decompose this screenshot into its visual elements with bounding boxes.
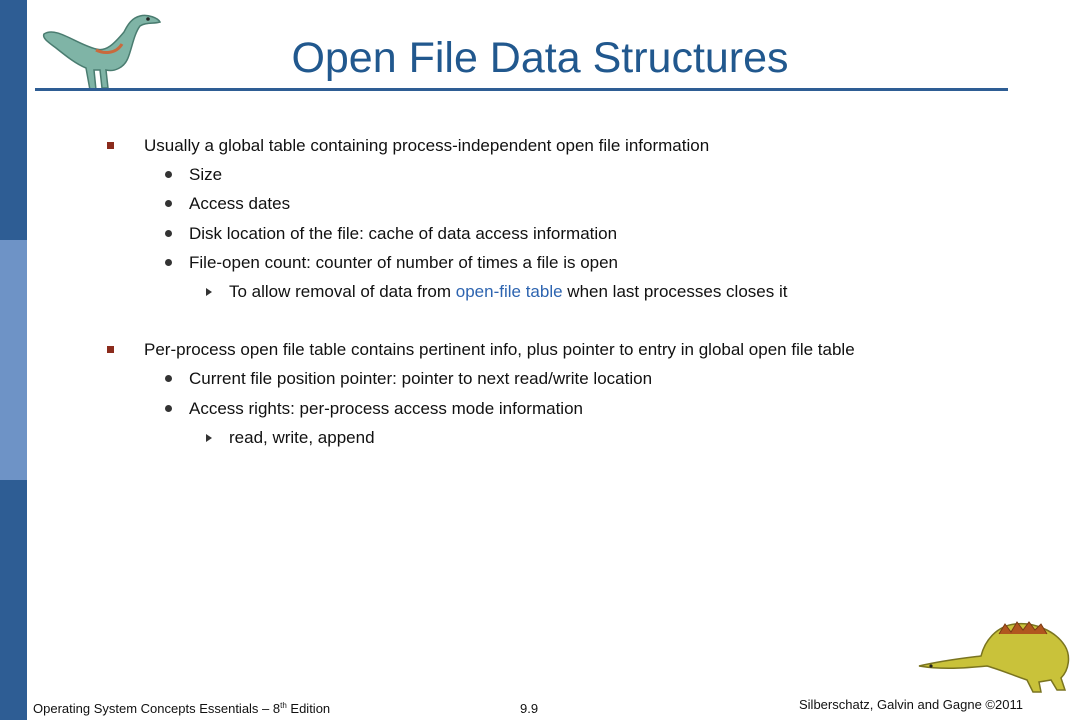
bullet-position-pointer: Current file position pointer: pointer to next read/write location <box>189 369 653 388</box>
removal-note-pre: To allow removal of data from <box>229 282 456 301</box>
round-bullet-icon <box>165 259 172 266</box>
square-bullet-icon <box>107 346 114 353</box>
round-bullet-icon <box>165 200 172 207</box>
removal-note-post: when last processes closes it <box>562 282 788 301</box>
bullet-file-open-count: File-open count: counter of number of times a file is open <box>189 253 619 272</box>
bullet-global-table: Usually a global table containing process-independent open file information <box>144 136 710 155</box>
footer-page-number: 9.9 <box>520 701 539 716</box>
bullet-access-rights: Access rights: per-process access mode information <box>189 399 583 418</box>
round-bullet-icon <box>165 171 172 178</box>
arrow-bullet-icon <box>206 434 212 442</box>
round-bullet-icon <box>165 230 172 237</box>
bullet-access-dates: Access dates <box>189 194 291 213</box>
square-bullet-icon <box>107 142 114 149</box>
round-bullet-icon <box>165 375 172 382</box>
bullet-disk-location: Disk location of the file: cache of data access information <box>189 224 618 243</box>
footer-book-title-post: Edition <box>286 701 331 716</box>
round-bullet-icon <box>165 405 172 412</box>
bullet-per-process-table: Per-process open file table contains pertinent info, plus pointer to entry in global open file table <box>144 340 855 359</box>
dinosaur-logo-bottom <box>915 600 1075 695</box>
bullet-removal-note <box>229 282 787 302</box>
footer-book-title-pre: Operating System Concepts Essentials – 8 <box>33 701 281 716</box>
footer-book-title-sup: th <box>280 701 287 710</box>
footer-book-title <box>33 701 330 716</box>
footer-copyright: Silberschatz, Galvin and Gagne ©2011 <box>799 697 1023 712</box>
bullet-size: Size <box>189 165 223 184</box>
arrow-bullet-icon <box>206 288 212 296</box>
open-file-table-highlight: open-file table <box>455 282 563 301</box>
page-title: Open File Data Structures <box>291 34 789 82</box>
bullet-access-modes: read, write, append <box>229 428 375 447</box>
